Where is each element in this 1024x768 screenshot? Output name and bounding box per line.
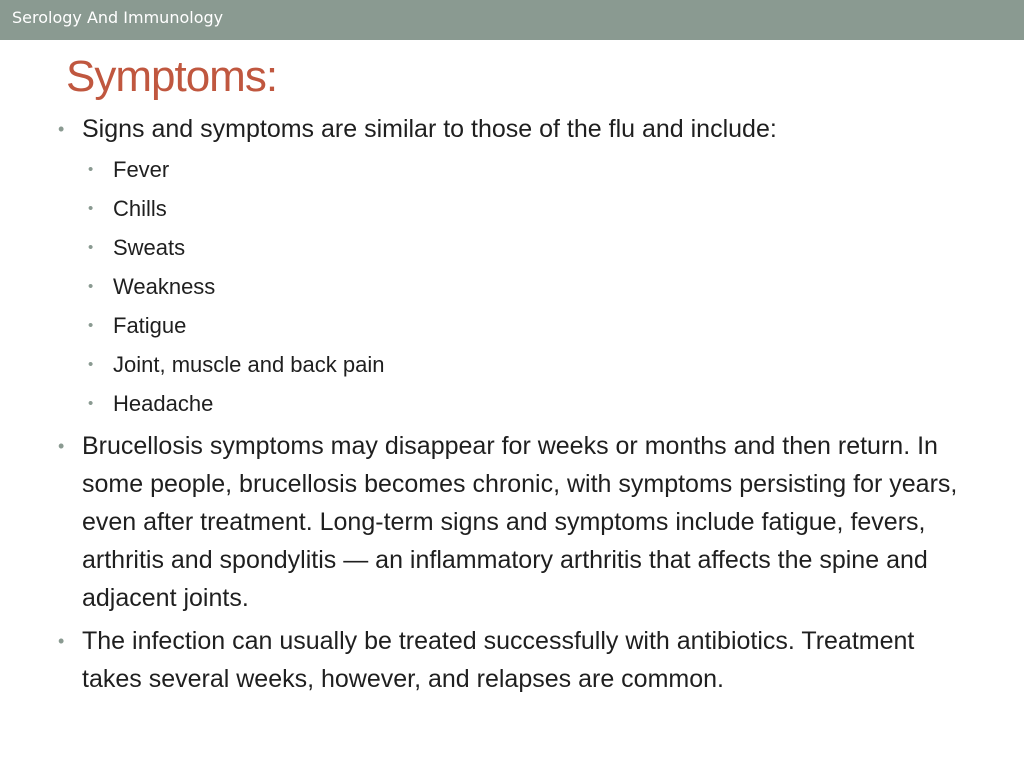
bullet-dot-icon: • [88, 395, 94, 412]
bullet-treatment [58, 622, 958, 698]
symptom-text: Chills [113, 196, 167, 221]
header-bar [0, 0, 1024, 40]
bullet-dot-icon: • [88, 161, 94, 178]
bullet-dot-icon: • [58, 436, 65, 456]
bullet-treatment-text: The infection can usually be treated successfully with antibiotics. Treatment takes several weeks, however, and relapses are common. [82, 627, 915, 693]
symptom-item [88, 272, 788, 302]
bullet-intro-text: Signs and symptoms are similar to those of the flu and include: [82, 115, 777, 143]
bullet-dot-icon: • [88, 200, 94, 217]
bullet-dot-icon: • [58, 119, 65, 139]
slide-title: Symptoms: [66, 52, 278, 101]
bullet-dot-icon: • [88, 278, 94, 295]
bullet-dot-icon: • [88, 317, 94, 334]
symptom-text: Headache [113, 391, 214, 416]
symptom-text: Sweats [113, 235, 186, 260]
symptom-text: Joint, muscle and back pain [113, 352, 385, 377]
bullet-dot-icon: • [88, 239, 94, 256]
symptom-text: Fever [113, 157, 170, 182]
bullet-intro [58, 110, 958, 148]
symptom-text: Weakness [113, 274, 216, 299]
symptom-item [88, 389, 788, 419]
symptom-item [88, 155, 788, 185]
section-title: Serology And Immunology [12, 8, 224, 27]
symptom-item [88, 233, 788, 263]
bullet-chronic [58, 427, 958, 617]
bullet-chronic-text: Brucellosis symptoms may disappear for weeks or months and then return. In some people, brucellosis becomes chronic, with symptoms persisting for years, even after treatment. Long-term signs and symptoms include fatigue, fevers, arthritis and spondylitis — an inflammatory arthritis that affects the spine and adjacent joints. [82, 432, 958, 612]
symptom-text: Fatigue [113, 313, 187, 338]
symptom-item [88, 350, 788, 380]
bullet-dot-icon: • [88, 356, 94, 373]
bullet-dot-icon: • [58, 631, 65, 651]
symptom-item [88, 194, 788, 224]
symptom-item [88, 311, 788, 341]
